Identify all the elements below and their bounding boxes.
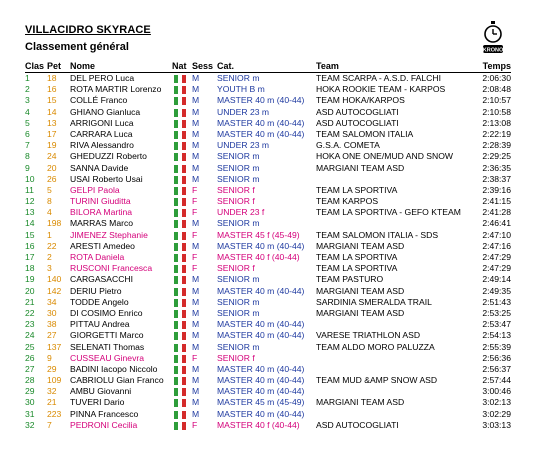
sex: M [192,73,200,83]
bib-number: 142 [47,285,62,296]
page-subtitle: Classement général [25,41,129,53]
finish-time: 2:38:37 [482,173,511,184]
table-row [25,129,511,140]
table-row [25,163,511,174]
italy-flag-icon [174,220,186,228]
finish-time: 2:51:43 [482,296,511,307]
bib-number: 30 [47,307,57,318]
italy-flag-icon [174,288,186,296]
sex: M [192,218,200,229]
rank: 30 [25,397,35,408]
team: TEAM KARPOS [316,196,379,207]
table-row [25,196,511,207]
rank: 25 [25,341,35,352]
finish-time: 2:47:29 [482,263,511,274]
category: SENIOR m [217,151,260,162]
sex: F [192,419,198,430]
team: TEAM LA SPORTIVA - GEFO KTEAM [316,207,461,218]
finish-time: 2:54:13 [482,330,511,341]
athlete-name: TODDE Angelo [70,296,129,307]
rank: 8 [25,151,30,162]
sex: M [192,274,200,285]
category: MASTER 40 m (40-44) [217,240,305,251]
athlete-name: GHIANO Gianluca [70,106,141,117]
sex: M [192,106,200,117]
sex: F [192,263,198,274]
athlete-name: CARGASACCHI [70,274,134,285]
category: SENIOR m [217,296,260,307]
italy-flag-icon [174,232,186,240]
finish-time: 2:22:19 [482,128,511,139]
bib-number: 21 [47,397,57,408]
finish-time: 2:06:30 [482,73,511,83]
bib-number: 4 [47,207,52,218]
table-row [25,263,511,274]
rank: 32 [25,419,35,430]
sex: M [192,375,200,386]
italy-flag-icon [174,276,186,284]
finish-time: 2:13:08 [482,117,511,128]
rank: 4 [25,106,30,117]
sex: M [192,128,200,139]
table-row [25,95,511,106]
table-row [25,230,511,241]
table-row [25,397,511,408]
page-title: VILLACIDRO SKYRACE [25,24,151,36]
category: SENIOR m [217,162,260,173]
team: MARGIANI TEAM ASD [316,307,405,318]
category: SENIOR m [217,341,260,352]
rank: 10 [25,173,35,184]
athlete-name: AMBU Giovanni [70,386,132,397]
rank: 3 [25,95,30,106]
italy-flag-icon [174,187,186,195]
category: MASTER 40 m (40-44) [217,375,305,386]
finish-time: 2:49:35 [482,285,511,296]
finish-time: 2:36:35 [482,162,511,173]
team: MARGIANI TEAM ASD [316,240,405,251]
finish-time: 2:29:25 [482,151,511,162]
col-pet: Pet [47,61,62,71]
italy-flag-icon [174,120,186,128]
sex: M [192,173,200,184]
sex: M [192,285,200,296]
finish-time: 3:03:13 [482,419,511,430]
team: TEAM PASTURO [316,274,384,285]
bib-number: 8 [47,196,52,207]
category: MASTER 40 f (40-44) [217,419,300,430]
rank: 26 [25,352,35,363]
rank: 23 [25,319,35,330]
italy-flag-icon [174,131,186,139]
bib-number: 137 [47,341,62,352]
rank: 2 [25,84,30,95]
rank: 16 [25,240,35,251]
bib-number: 140 [47,274,62,285]
athlete-name: USAI Roberto Usai [70,173,143,184]
bib-number: 20 [47,162,57,173]
athlete-name: RUSCONI Francesca [70,263,153,274]
sex: F [192,352,198,363]
category: MASTER 45 m (45-49) [217,397,305,408]
rank: 14 [25,218,35,229]
team: TEAM LA SPORTIVA [316,184,398,195]
sex: M [192,162,200,173]
table-row [25,84,511,95]
italy-flag-icon [174,142,186,150]
category: MASTER 40 m (40-44) [217,319,305,330]
table-body [25,73,511,431]
stopwatch-logo-icon [482,20,504,56]
category: MASTER 40 f (40-44) [217,252,300,262]
category: SENIOR f [217,263,255,274]
rank: 15 [25,229,35,240]
sex: M [192,319,200,330]
finish-time: 3:00:46 [482,386,511,397]
athlete-name: DI COSIMO Enrico [70,307,143,318]
bib-number: 18 [47,73,57,83]
athlete-name: MARRAS Marco [70,218,134,229]
bib-number: 32 [47,386,57,397]
bib-number: 15 [47,95,57,106]
finish-time: 3:02:13 [482,397,511,408]
bib-number: 26 [47,173,57,184]
team: TEAM LA SPORTIVA [316,252,398,262]
table-row [25,207,511,218]
rank: 17 [25,252,35,262]
category: MASTER 40 m (40-44) [217,285,305,296]
athlete-name: JIMENEZ Stephanie [70,229,148,240]
finish-time: 2:47:16 [482,240,511,251]
sex: M [192,296,200,307]
category: SENIOR m [217,307,260,318]
col-nat: Nat [172,61,187,71]
athlete-name: DERIU Pietro [70,285,122,296]
rank: 20 [25,285,35,296]
finish-time: 2:56:37 [482,363,511,374]
bib-number: 29 [47,363,57,374]
bib-number: 38 [47,319,57,330]
team: ASD AUTOCOGLIATI [316,106,399,117]
col-sess: Sess [192,61,214,71]
italy-flag-icon [174,411,186,419]
rank: 18 [25,263,35,274]
finish-time: 2:57:44 [482,375,511,386]
team: SARDINIA SMERALDA TRAIL [316,296,432,307]
athlete-name: COLLÉ Franco [70,95,128,106]
athlete-name: CARRARA Luca [70,128,133,139]
table-row [25,140,511,151]
team: MARGIANI TEAM ASD [316,162,405,173]
table-header [25,60,511,73]
athlete-name: GIORGETTI Marco [70,330,144,341]
finish-time: 2:08:48 [482,84,511,95]
finish-time: 2:10:58 [482,106,511,117]
sex: M [192,408,200,419]
rank: 21 [25,296,35,307]
athlete-name: PINNA Francesco [70,408,139,419]
category: SENIOR m [217,218,260,229]
finish-time: 2:56:36 [482,352,511,363]
italy-flag-icon [174,355,186,363]
rank: 7 [25,140,30,151]
rank: 24 [25,330,35,341]
team: TEAM LA SPORTIVA [316,263,398,274]
bib-number: 2 [47,252,52,262]
category: MASTER 40 m (40-44) [217,95,305,106]
svg-text:KRONO: KRONO [482,47,504,54]
team: HOKA ONE ONE/MUD AND SNOW [316,151,454,162]
italy-flag-icon [174,388,186,396]
category: UNDER 23 f [217,207,265,218]
category: SENIOR f [217,184,255,195]
italy-flag-icon [174,153,186,161]
finish-time: 2:47:10 [482,229,511,240]
table-row [25,375,511,386]
finish-time: 2:53:25 [482,307,511,318]
sex: M [192,330,200,341]
col-nom: Nome [70,61,96,71]
table-row [25,330,511,341]
category: SENIOR m [217,173,260,184]
sex: M [192,117,200,128]
athlete-name: PITTAU Andrea [70,319,130,330]
finish-time: 2:41:15 [482,196,511,207]
bib-number: 24 [47,151,57,162]
team: G.S.A. COMETA [316,140,380,151]
category: SENIOR f [217,196,255,207]
col-clas: Clas [25,61,45,71]
athlete-name: SELENATI Thomas [70,341,145,352]
sex: F [192,196,198,207]
category: MASTER 45 f (45-49) [217,229,300,240]
athlete-name: PEDRONI Cecilia [70,419,138,430]
table-row [25,118,511,129]
italy-flag-icon [174,377,186,385]
italy-flag-icon [174,176,186,184]
col-team: Team [316,61,339,71]
table-row [25,409,511,420]
rank: 28 [25,375,35,386]
rank: 12 [25,196,35,207]
table-row [25,286,511,297]
category: SENIOR m [217,274,260,285]
team: TEAM SALOMON ITALIA - SDS [316,229,439,240]
team: TEAM MUD &AMP SNOW ASD [316,375,438,386]
finish-time: 2:53:47 [482,319,511,330]
italy-flag-icon [174,243,186,251]
team: TEAM SCARPA - A.S.D. FALCHI [316,73,441,83]
sex: M [192,307,200,318]
table-row [25,185,511,196]
athlete-name: CUSSEAU Ginevra [70,352,145,363]
italy-flag-icon [174,299,186,307]
athlete-name: CABRIOLU Gian Franco [70,375,164,386]
bib-number: 16 [47,84,57,95]
italy-flag-icon [174,75,186,83]
italy-flag-icon [174,109,186,117]
sex: M [192,341,200,352]
italy-flag-icon [174,265,186,273]
italy-flag-icon [174,254,186,262]
category: UNDER 23 m [217,106,270,117]
category: MASTER 40 m (40-44) [217,363,305,374]
italy-flag-icon [174,332,186,340]
sex: F [192,207,198,218]
table-row [25,73,511,84]
col-cat: Cat. [217,61,235,71]
category: MASTER 40 m (40-44) [217,386,305,397]
team: ASD AUTOCOGLIATI [316,117,399,128]
rank: 22 [25,307,35,318]
bib-number: 5 [47,184,52,195]
rank: 31 [25,408,35,419]
bib-number: 14 [47,106,57,117]
rank: 9 [25,162,30,173]
italy-flag-icon [174,209,186,217]
team: HOKA ROOKIE TEAM - KARPOS [316,84,446,95]
athlete-name: ROTA Daniela [70,252,125,262]
category: MASTER 40 m (40-44) [217,117,305,128]
team: ASD AUTOCOGLIATI [316,419,399,430]
table-row [25,174,511,185]
bib-number: 223 [47,408,62,419]
italy-flag-icon [174,86,186,94]
sex: M [192,95,200,106]
team: TEAM SALOMON ITALIA [316,128,414,139]
athlete-name: ROTA MARTIR Lorenzo [70,84,162,95]
bib-number: 109 [47,375,62,386]
category: MASTER 40 m (40-44) [217,408,305,419]
bib-number: 9 [47,352,52,363]
category: UNDER 23 m [217,140,270,151]
table-row [25,107,511,118]
table-row [25,297,511,308]
team: TEAM ALDO MORO PALUZZA [316,341,435,352]
team: VARESE TRIATHLON ASD [316,330,421,341]
italy-flag-icon [174,366,186,374]
italy-flag-icon [174,422,186,430]
finish-time: 2:49:14 [482,274,511,285]
athlete-name: BILORA Martina [70,207,133,218]
athlete-name: GHEDUZZI Roberto [70,151,147,162]
sex: F [192,252,198,262]
italy-flag-icon [174,165,186,173]
finish-time: 2:39:16 [482,184,511,195]
finish-time: 2:47:29 [482,252,511,262]
table-row [25,151,511,162]
table-row [25,274,511,285]
athlete-name: TUVERI Dario [70,397,125,408]
bib-number: 27 [47,330,57,341]
rank: 1 [25,73,30,83]
finish-time: 2:41:28 [482,207,511,218]
team: MARGIANI TEAM ASD [316,397,405,408]
sex: M [192,84,200,95]
category: MASTER 40 m (40-44) [217,330,305,341]
bib-number: 1 [47,229,52,240]
italy-flag-icon [174,97,186,105]
bib-number: 22 [47,240,57,251]
rank: 11 [25,184,34,195]
athlete-name: SANNA Davide [70,162,129,173]
table-row [25,319,511,330]
rank: 13 [25,207,35,218]
table-row [25,342,511,353]
italy-flag-icon [174,198,186,206]
table-row [25,386,511,397]
rank: 19 [25,274,35,285]
results-table [25,60,511,431]
sex: M [192,140,200,151]
sex: F [192,184,198,195]
bib-number: 17 [47,128,57,139]
italy-flag-icon [174,399,186,407]
table-row [25,364,511,375]
team: MARGIANI TEAM ASD [316,285,405,296]
sex: F [192,229,198,240]
bib-number: 13 [47,117,57,128]
team: TEAM HOKA/KARPOS [316,95,405,106]
athlete-name: RIVA Alessandro [70,140,134,151]
finish-time: 2:10:57 [482,95,511,106]
sex: M [192,363,200,374]
athlete-name: TURINI Giuditta [70,196,131,207]
bib-number: 19 [47,140,57,151]
athlete-name: BADINI Iacopo Niccolo [70,363,158,374]
category: SENIOR m [217,73,260,83]
sex: M [192,151,200,162]
bib-number: 34 [47,296,57,307]
sex: M [192,240,200,251]
italy-flag-icon [174,321,186,329]
table-row [25,241,511,252]
bib-number: 198 [47,218,62,229]
category: SENIOR f [217,352,255,363]
table-row [25,218,511,229]
rank: 29 [25,386,35,397]
finish-time: 2:46:41 [482,218,511,229]
finish-time: 3:02:29 [482,408,511,419]
athlete-name: GELPI Paola [70,184,120,195]
rank: 5 [25,117,30,128]
col-temps: Temps [482,61,511,71]
category: YOUTH B m [217,84,265,95]
rank: 27 [25,363,35,374]
finish-time: 2:55:39 [482,341,511,352]
bib-number: 3 [47,263,52,274]
table-row [25,252,511,263]
rank: 6 [25,128,30,139]
italy-flag-icon [174,344,186,352]
table-row [25,353,511,364]
sex: M [192,397,200,408]
italy-flag-icon [174,310,186,318]
sex: M [192,386,200,397]
athlete-name: ARRIGONI Luca [70,117,134,128]
category: MASTER 40 m (40-44) [217,128,305,139]
bib-number: 7 [47,419,52,430]
table-row [25,420,511,431]
table-row [25,308,511,319]
athlete-name: DEL PERO Luca [70,73,135,83]
athlete-name: ARESTI Amedeo [70,240,135,251]
finish-time: 2:28:39 [482,140,511,151]
